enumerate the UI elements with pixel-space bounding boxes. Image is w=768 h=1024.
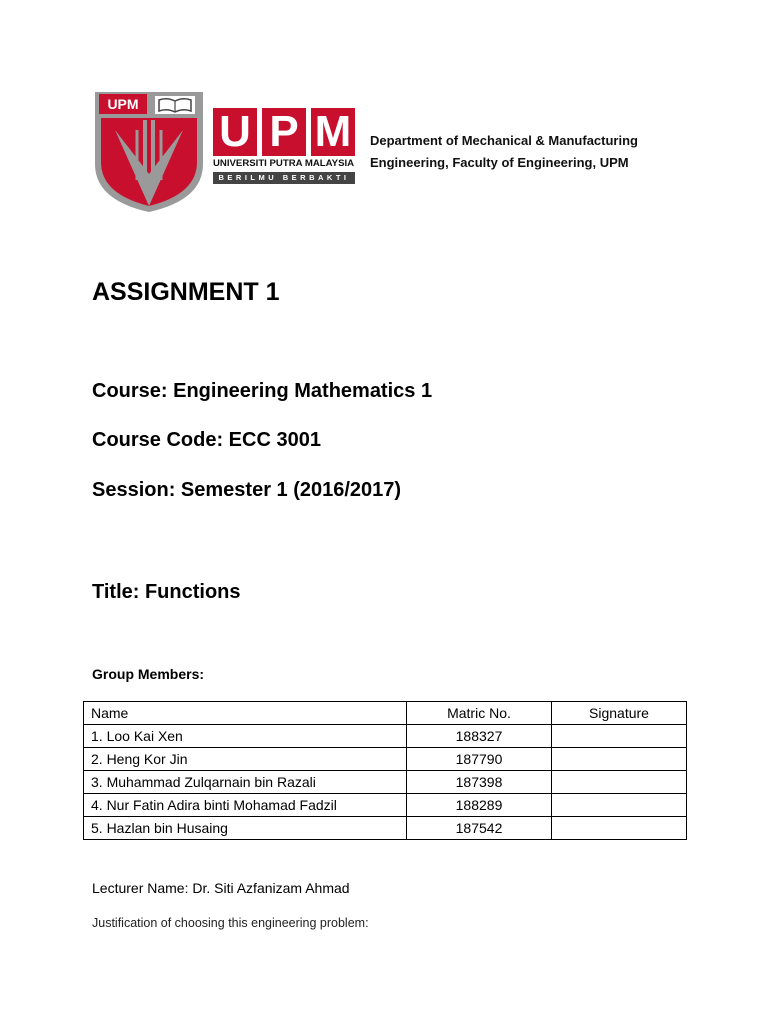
table-row	[84, 817, 687, 840]
member-matric: 188289	[407, 794, 552, 817]
department-text	[370, 130, 670, 174]
member-name: 5. Hazlan bin Husaing	[84, 817, 407, 840]
justification-prompt: Justification of choosing this engineering problem:	[92, 916, 369, 930]
course-code: Course Code: ECC 3001	[92, 429, 321, 451]
member-signature	[552, 748, 687, 771]
assignment-title: ASSIGNMENT 1	[92, 278, 280, 306]
wordmark-letter-p: P	[262, 108, 306, 156]
member-name: 2. Heng Kor Jin	[84, 748, 407, 771]
member-matric: 187542	[407, 817, 552, 840]
lecturer-name: Lecturer Name: Dr. Siti Azfanizam Ahmad	[92, 880, 350, 896]
wordmark-letter-u: U	[213, 108, 257, 156]
column-header-signature: Signature	[552, 702, 687, 725]
member-name: 1. Loo Kai Xen	[84, 725, 407, 748]
member-signature	[552, 794, 687, 817]
upm-emblem-logo	[93, 90, 205, 214]
upm-wordmark	[213, 108, 355, 156]
university-name: UNIVERSITI PUTRA MALAYSIA	[213, 158, 355, 169]
column-header-name: Name	[84, 702, 407, 725]
table-header-row	[84, 702, 687, 725]
table-row	[84, 794, 687, 817]
member-matric: 188327	[407, 725, 552, 748]
member-signature	[552, 771, 687, 794]
group-members-table	[83, 701, 687, 840]
session: Session: Semester 1 (2016/2017)	[92, 479, 402, 501]
member-signature	[552, 725, 687, 748]
wordmark-letter-m: M	[311, 108, 355, 156]
member-signature	[552, 817, 687, 840]
member-name: 4. Nur Fatin Adira binti Mohamad Fadzil	[84, 794, 407, 817]
group-members-label: Group Members:	[92, 666, 205, 682]
course-name: Course: Engineering Mathematics 1	[92, 380, 433, 402]
department-line-2: Engineering, Faculty of Engineering, UPM	[370, 155, 629, 170]
member-name: 3. Muhammad Zulqarnain bin Razali	[84, 771, 407, 794]
department-line-1: Department of Mechanical & Manufacturing	[370, 133, 638, 148]
table-row	[84, 725, 687, 748]
emblem-text: UPM	[107, 96, 139, 112]
table-row	[84, 748, 687, 771]
assignment-topic: Title: Functions	[92, 581, 241, 603]
university-motto: BERILMU BERBAKTI	[213, 172, 355, 184]
table-row	[84, 771, 687, 794]
member-matric: 187398	[407, 771, 552, 794]
member-matric: 187790	[407, 748, 552, 771]
column-header-matric: Matric No.	[407, 702, 552, 725]
